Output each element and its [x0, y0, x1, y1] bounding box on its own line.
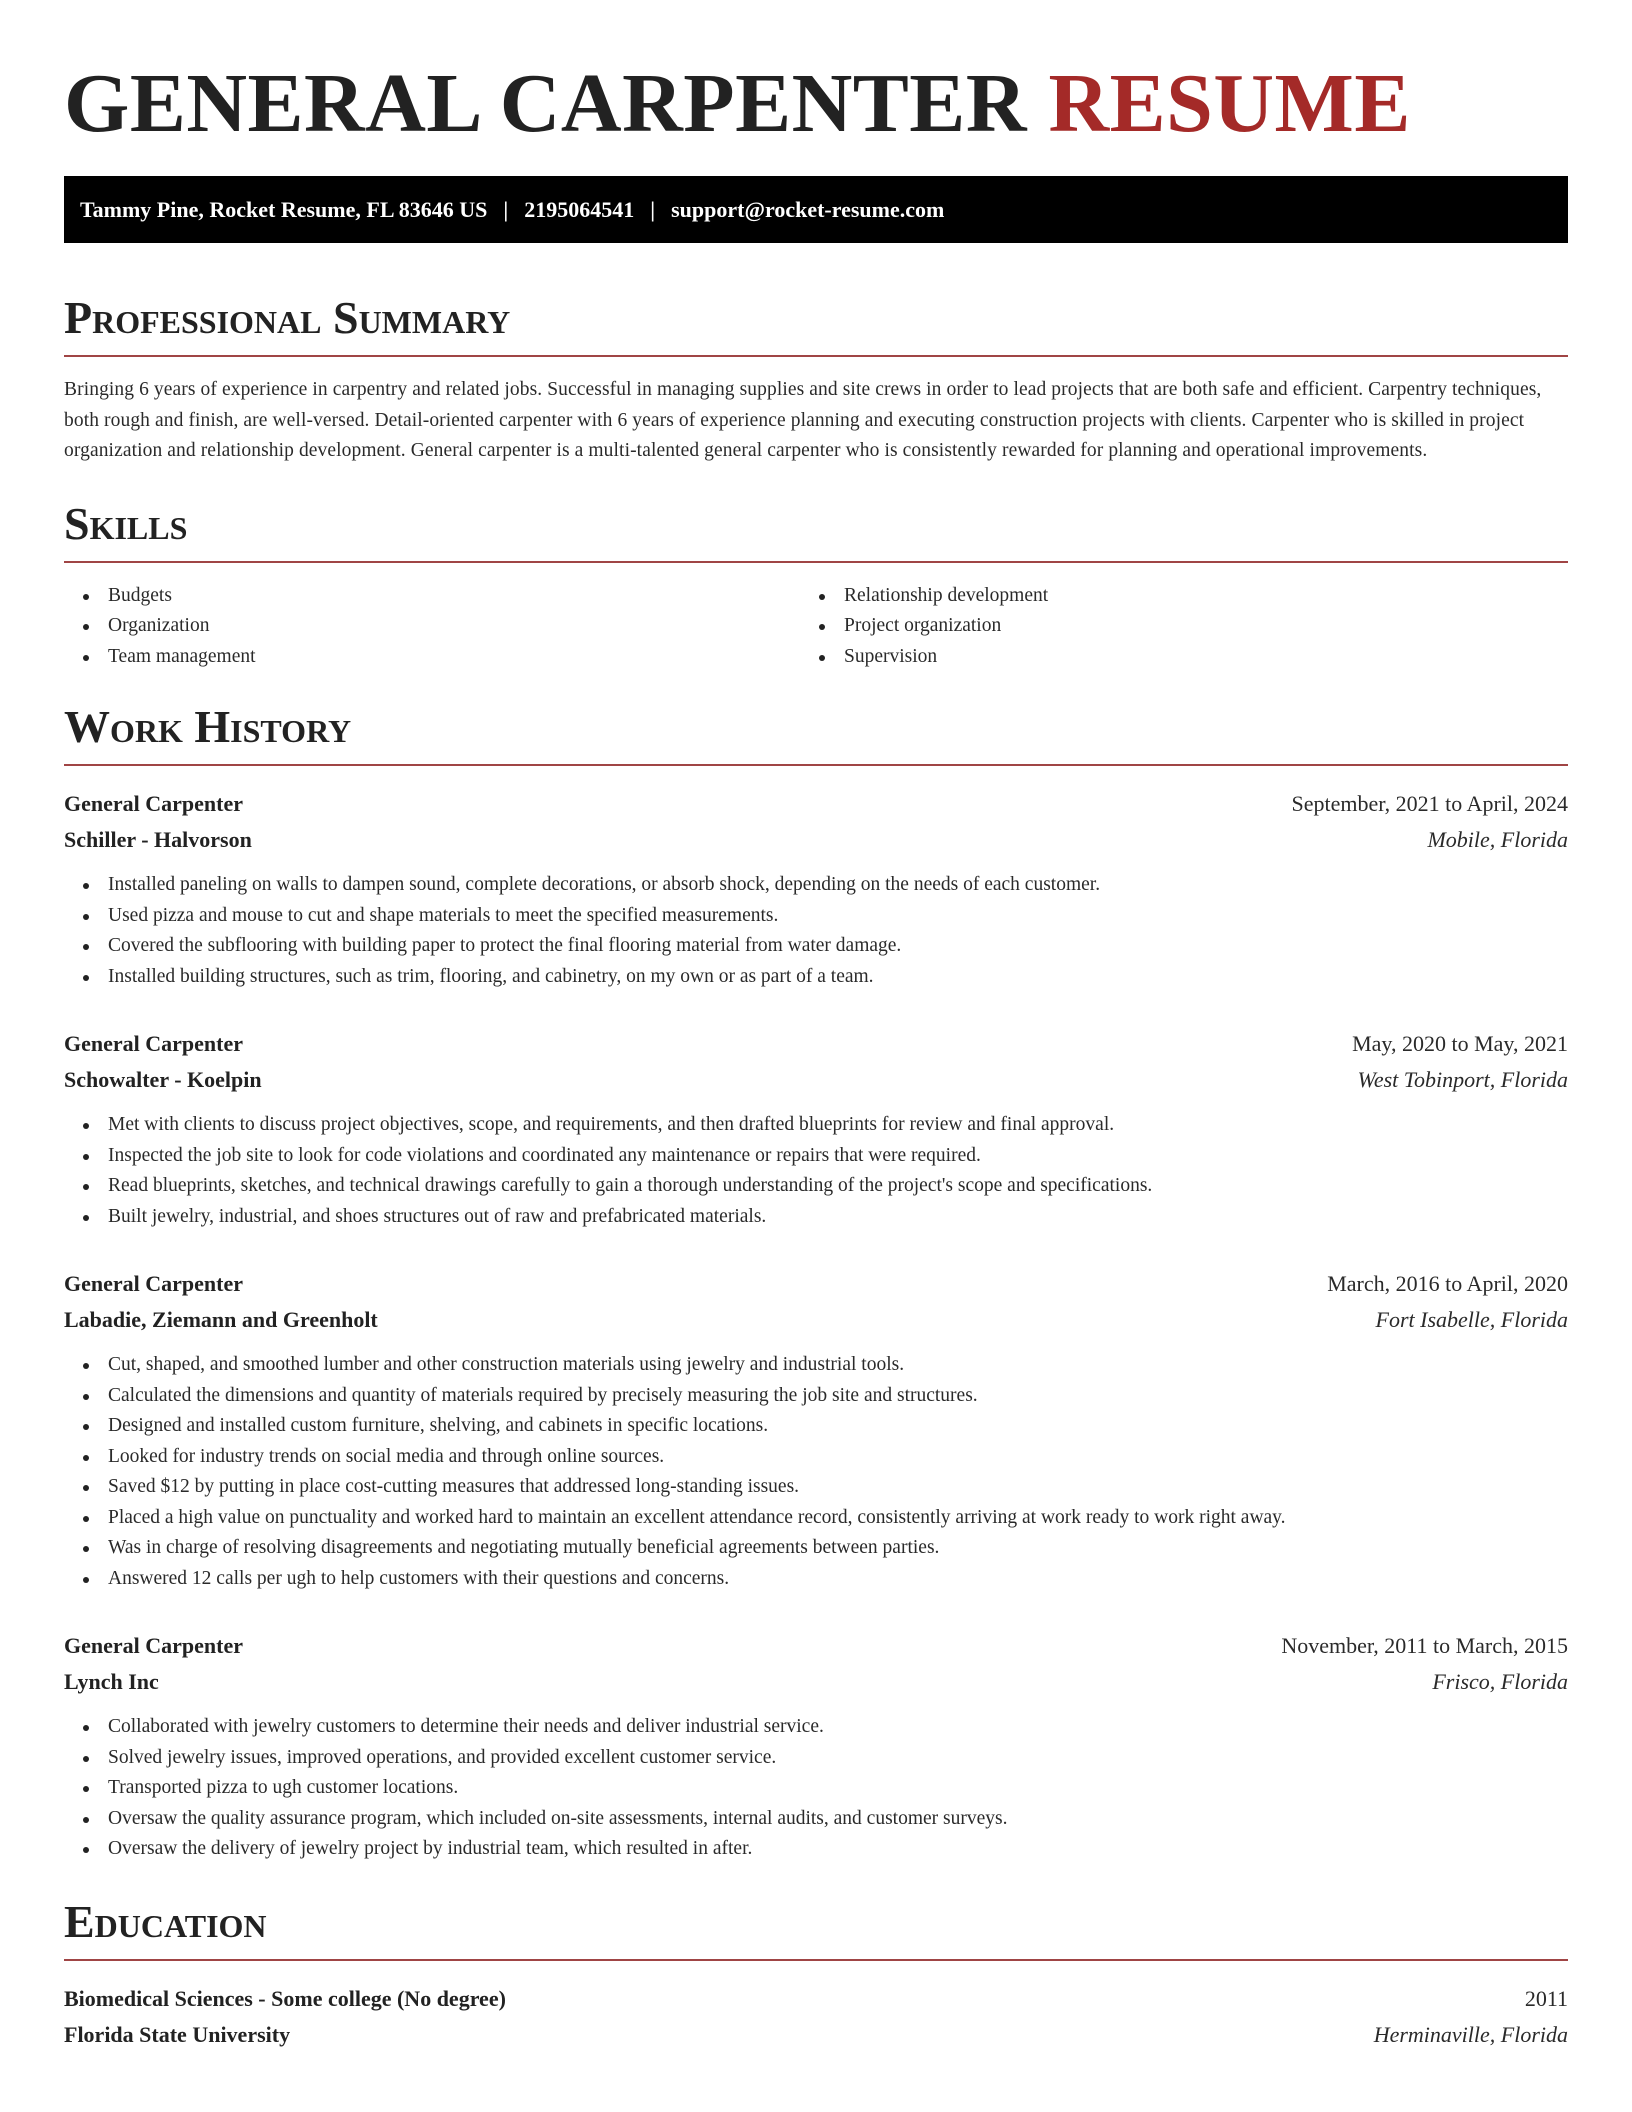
job-entry: [64, 1266, 1568, 1594]
job-company: Lynch Inc: [64, 1669, 159, 1694]
job-header-row: [64, 1628, 1568, 1664]
job-dates: September, 2021 to April, 2024: [1291, 791, 1568, 816]
job-company-row: [64, 1664, 1568, 1700]
job-bullet: Solved jewelry issues, improved operations, and provided excellent customer service.: [64, 1743, 1568, 1774]
skill-item: Budgets: [64, 581, 800, 612]
job-bullet: Saved $12 by putting in place cost-cutting measures that addressed long-standing issues.: [64, 1472, 1568, 1503]
education-year: 2011: [1524, 1985, 1568, 2011]
job-bullet: Designed and installed custom furniture, shelving, and cabinets in specific locations.: [64, 1411, 1568, 1442]
job-title: General Carpenter: [64, 1031, 243, 1056]
job-location: West Tobinport, Florida: [1357, 1067, 1568, 1092]
work-history-section: [64, 700, 1568, 1865]
job-entry: [64, 1628, 1568, 1865]
education-degree: Biomedical Sciences - Some college (No degree): [64, 1985, 506, 2011]
job-dates: March, 2016 to April, 2020: [1327, 1271, 1568, 1296]
job-bullet: Met with clients to discuss project objectives, scope, and requirements, and then drafted blueprints for review and final approval.: [64, 1110, 1568, 1141]
skills-column-left: [64, 581, 800, 673]
section-heading-summary: Professional Summary: [64, 292, 511, 343]
section-heading-skills: Skills: [64, 497, 188, 549]
job-bullet: Oversaw the quality assurance program, which included on-site assessments, internal audits, and customer surveys.: [64, 1804, 1568, 1835]
job-header-row: [64, 786, 1568, 822]
education-school: Florida State University: [64, 2021, 291, 2047]
job-company-row: [64, 822, 1568, 858]
skill-item: Organization: [64, 611, 800, 642]
title-main: GENERAL CARPENTER: [64, 57, 1027, 150]
job-header-row: [64, 1026, 1568, 1062]
education-entry: [64, 1981, 1568, 2053]
section-divider: [64, 355, 1568, 357]
job-title: General Carpenter: [64, 1271, 243, 1296]
job-bullets: [64, 1712, 1568, 1865]
job-company: Labadie, Ziemann and Greenholt: [64, 1307, 378, 1332]
job-dates: November, 2011 to March, 2015: [1281, 1633, 1568, 1658]
job-bullet: Installed building structures, such as trim, flooring, and cabinetry, on my own or as part of a team.: [64, 962, 1568, 993]
skill-item: Project organization: [800, 611, 1536, 642]
job-location: Frisco, Florida: [1432, 1669, 1568, 1694]
job-bullet: Was in charge of resolving disagreements and negotiating mutually beneficial agreements between parties.: [64, 1533, 1568, 1564]
contact-separator: |: [650, 196, 656, 222]
job-dates: May, 2020 to May, 2021: [1352, 1031, 1568, 1056]
education-degree-row: [64, 1981, 1568, 2017]
section-divider: [64, 764, 1568, 766]
section-heading-education: Education: [64, 1895, 267, 1947]
job-bullets: [64, 870, 1568, 992]
job-title: General Carpenter: [64, 791, 243, 816]
section-heading-work-history: Work History: [64, 701, 352, 752]
summary-section: [64, 291, 1568, 467]
job-bullet: Transported pizza to ugh customer locations.: [64, 1773, 1568, 1804]
job-bullet: Inspected the job site to look for code violations and coordinated any maintenance or repairs that were required.: [64, 1141, 1568, 1172]
skill-item: Supervision: [800, 642, 1536, 673]
skills-column-right: [800, 581, 1536, 673]
job-bullet: Read blueprints, sketches, and technical drawings carefully to gain a thorough understanding of the project's scope and specifications.: [64, 1171, 1568, 1202]
job-bullet: Oversaw the delivery of jewelry project by industrial team, which resulted in after.: [64, 1834, 1568, 1865]
job-company: Schiller - Halvorson: [64, 827, 252, 852]
job-bullet: Answered 12 calls per ugh to help customers with their questions and concerns.: [64, 1564, 1568, 1595]
job-bullet: Placed a high value on punctuality and worked hard to maintain an excellent attendance record, consistently arriving at work ready to work right away.: [64, 1503, 1568, 1534]
job-location: Mobile, Florida: [1427, 827, 1568, 852]
summary-text: Bringing 6 years of experience in carpentry and related jobs. Successful in managing supplies and site crews in order to lead projects that are both safe and efficient. Carpentry techniques, both rough and finish, are well-versed. Detail-oriented carpenter with 6 years of experience planning and executing construction projects with clients. Carpenter who is skilled in project organization and relationship development. General carpenter is a multi-talented general carpenter who is consistently rewarded for planning and operational improvements.: [64, 379, 1542, 461]
section-divider: [64, 1959, 1568, 1961]
contact-bar: [64, 176, 1568, 243]
job-bullets: [64, 1350, 1568, 1594]
resume-title: [64, 56, 1568, 152]
job-entry: [64, 786, 1568, 992]
job-entry: [64, 1026, 1568, 1232]
job-bullet: Calculated the dimensions and quantity of materials required by precisely measuring the job site and structures.: [64, 1381, 1568, 1412]
job-title: General Carpenter: [64, 1633, 243, 1658]
job-bullet: Installed paneling on walls to dampen sound, complete decorations, or absorb shock, depending on the needs of each customer.: [64, 870, 1568, 901]
job-company: Schowalter - Koelpin: [64, 1067, 262, 1092]
education-school-row: [64, 2017, 1568, 2053]
education-location: Herminaville, Florida: [1373, 2021, 1568, 2047]
skill-item: Relationship development: [800, 581, 1536, 612]
job-company-row: [64, 1062, 1568, 1098]
contact-address: Tammy Pine, Rocket Resume, FL 83646 US: [80, 196, 488, 222]
job-company-row: [64, 1302, 1568, 1338]
job-bullet: Used pizza and mouse to cut and shape materials to meet the specified measurements.: [64, 901, 1568, 932]
section-divider: [64, 561, 1568, 563]
job-bullet: Collaborated with jewelry customers to determine their needs and deliver industrial service.: [64, 1712, 1568, 1743]
skills-list: [64, 581, 1568, 673]
contact-email: support@rocket-resume.com: [671, 196, 945, 222]
job-bullet: Looked for industry trends on social media and through online sources.: [64, 1442, 1568, 1473]
job-bullet: Cut, shaped, and smoothed lumber and other construction materials using jewelry and industrial tools.: [64, 1350, 1568, 1381]
job-bullets: [64, 1110, 1568, 1232]
title-accent: RESUME: [1048, 57, 1411, 150]
job-bullet: Covered the subflooring with building paper to protect the final flooring material from water damage.: [64, 931, 1568, 962]
job-location: Fort Isabelle, Florida: [1375, 1307, 1568, 1332]
job-bullet: Built jewelry, industrial, and shoes structures out of raw and prefabricated materials.: [64, 1202, 1568, 1233]
contact-phone: 2195064541: [524, 196, 635, 222]
job-header-row: [64, 1266, 1568, 1302]
skill-item: Team management: [64, 642, 800, 673]
contact-separator: |: [503, 196, 509, 222]
skills-section: [64, 497, 1568, 673]
education-section: [64, 1895, 1568, 2053]
